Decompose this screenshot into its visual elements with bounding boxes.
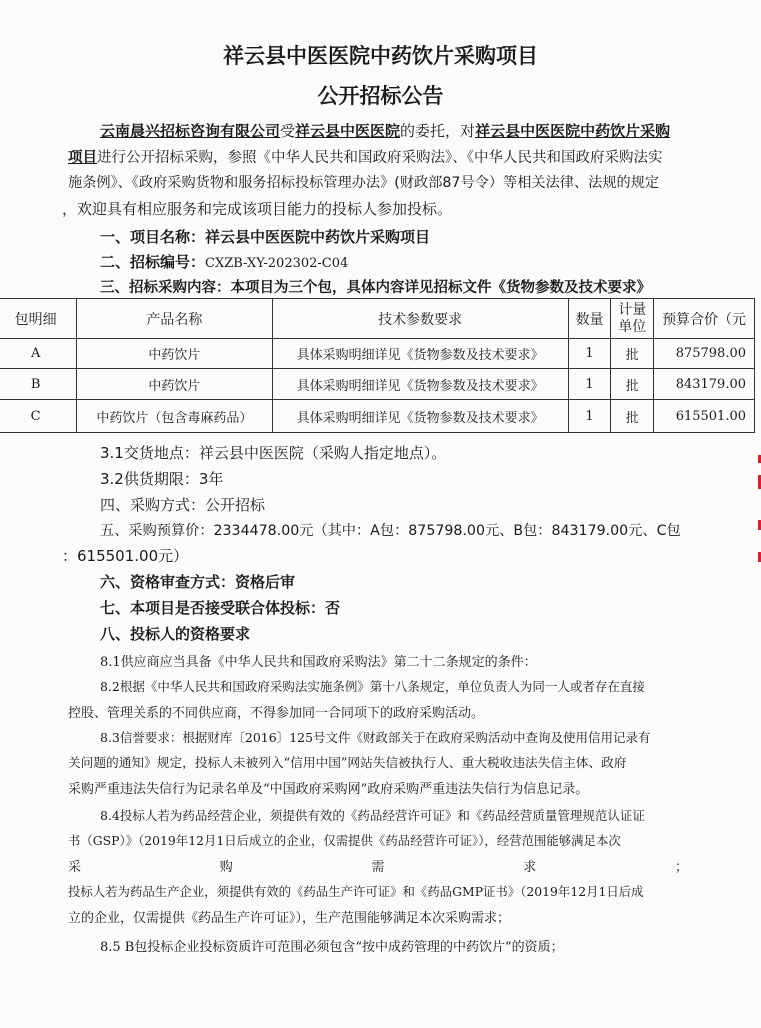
col-unit: 计量单位	[611, 299, 654, 339]
qual-8-1: 8.1供应商应当具备《中华人民共和国政府采购法》第二十二条规定的条件：	[100, 655, 537, 670]
project-name-a: 祥云县中医医院中药饮片采购	[475, 122, 671, 140]
col-quantity: 数量	[568, 299, 611, 339]
section-6: 六、资格审查方式：资格后审	[100, 573, 296, 591]
intro-line-1: 云南晨兴招标咨询有限公司受祥云县中医医院的委托，对祥云县中医医院中药饮片采购	[100, 122, 671, 140]
cell-package: A	[0, 339, 77, 369]
cell-product-name: 中药饮片	[77, 369, 272, 400]
section-4: 四、采购方式：公开招标	[100, 496, 266, 514]
cell-quantity: 1	[568, 400, 611, 433]
tender-number: CXZB-XY-202302-C04	[205, 256, 349, 271]
cell-requirement: 具体采购明细详见《货物参数及技术要求》	[272, 369, 568, 400]
cell-price: 875798.00	[654, 339, 755, 369]
qual-8-4-cont1: 书（GSP）》（2019年12月1日后成立的企业，仅需提供《药品经营许可证》），经营范围能够满足本次	[68, 833, 621, 848]
qual-8-3: 8.3信誉要求：根据财库〔2016〕125号文件《财政部关于在政府采购活动中查询及使用信用记录有	[100, 730, 651, 745]
cell-package: C	[0, 400, 77, 433]
qual-8-2-cont: 控股、管理关系的不同供应商，不得参加同一合同项下的政府采购活动。	[68, 706, 485, 721]
purchaser-name: 祥云县中医医院	[295, 122, 401, 140]
qual-8-4-cont2: 投标人若为药品生产企业，须提供有效的《药品生产许可证》和《药品GMP证书》（2019年12月1日后成	[68, 884, 644, 899]
section-7: 七、本项目是否接受联合体投标：否	[100, 599, 341, 617]
cell-package: B	[0, 369, 77, 400]
col-budget-price: 预算合价（元	[654, 299, 755, 339]
table-row	[0, 369, 755, 400]
section-2: 二、招标编号：CXZB-XY-202302-C04	[100, 253, 349, 271]
cell-price: 843179.00	[654, 369, 755, 400]
col-product-name: 产品名称	[77, 299, 272, 339]
cell-unit: 批	[611, 339, 654, 369]
cell-requirement: 具体采购明细详见《货物参数及技术要求》	[272, 339, 568, 369]
qual-8-4-cont3: 立的企业，仅需提供《药品生产许可证》），生产范围能够满足本次采购需求；	[68, 911, 511, 926]
intro-line-4: ，欢迎具有相应服务和完成该项目能力的投标人参加投标。	[62, 200, 453, 218]
cell-quantity: 1	[568, 339, 611, 369]
table-header-row	[0, 299, 755, 339]
delivery-location: 3.1交货地点：祥云县中医医院（采购人指定地点）。	[100, 444, 447, 462]
section-5: 五、采购预算价：2334478.00元（其中：A包：875798.00元、B包：843179.00元、C包	[100, 523, 681, 539]
section-8: 八、投标人的资格要求	[100, 625, 251, 643]
qual-8-5: 8.5 B包投标企业投标资质许可范围必须包含“按中成药管理的中药饮片”的资质；	[100, 940, 564, 955]
delivery-period: 3.2供货期限：3年	[100, 470, 224, 488]
col-package: 包明细	[0, 299, 77, 339]
items-table	[0, 298, 755, 433]
col-tech-requirements: 技术参数要求	[272, 299, 568, 339]
qual-8-3-cont2: 采购严重违法失信行为记录名单及“中国政府采购网”政府采购严重违法失信行为信息记录。	[68, 782, 589, 797]
section-3: 三、招标采购内容：本项目为三个包，具体内容详见招标文件《货物参数及技术要求》	[100, 280, 651, 296]
section-1: 一、项目名称：祥云县中医医院中药饮片采购项目	[100, 228, 431, 246]
table-row	[0, 339, 755, 369]
cell-requirement: 具体采购明细详见《货物参数及技术要求》	[272, 400, 568, 433]
cell-unit: 批	[611, 400, 654, 433]
cell-price: 615501.00	[654, 400, 755, 433]
cell-quantity: 1	[568, 369, 611, 400]
project-name-b: 项目	[68, 150, 97, 166]
cell-unit: 批	[611, 369, 654, 400]
table-row	[0, 400, 755, 433]
cell-product-name: 中药饮片	[77, 339, 272, 369]
qual-8-4: 8.4投标人若为药品经营企业，须提供有效的《药品经营许可证》和《药品经营质量管理规范认证证	[100, 808, 645, 823]
document-title: 祥云县中医医院中药饮片采购项目	[223, 44, 538, 68]
intro-line-2: 项目进行公开招标采购，参照《中华人民共和国政府采购法》、《中华人民共和国政府采购法实	[68, 150, 663, 166]
agency-name: 云南晨兴招标咨询有限公司	[100, 122, 281, 140]
qual-8-3-cont1: 关问题的通知》规定，投标人未被列入“信用中国”网站失信被执行人、重大税收违法失信主体、政府	[68, 755, 627, 770]
document-subtitle: 公开招标公告	[317, 84, 444, 108]
section-5-cont: ：615501.00元）	[62, 547, 189, 565]
intro-line-3: 施条例》、《政府采购货物和服务招标投标管理办法》(财政部87号令）等相关法律、法规的规定	[68, 175, 660, 191]
cell-product-name: 中药饮片（包含毒麻药品）	[77, 400, 272, 433]
qual-8-2: 8.2根据《中华人民共和国政府采购法实施条例》第十八条规定，单位负责人为同一人或者存在直接	[100, 679, 645, 694]
qual-8-4-spaced: 采 购 需 求 ；	[68, 860, 688, 875]
